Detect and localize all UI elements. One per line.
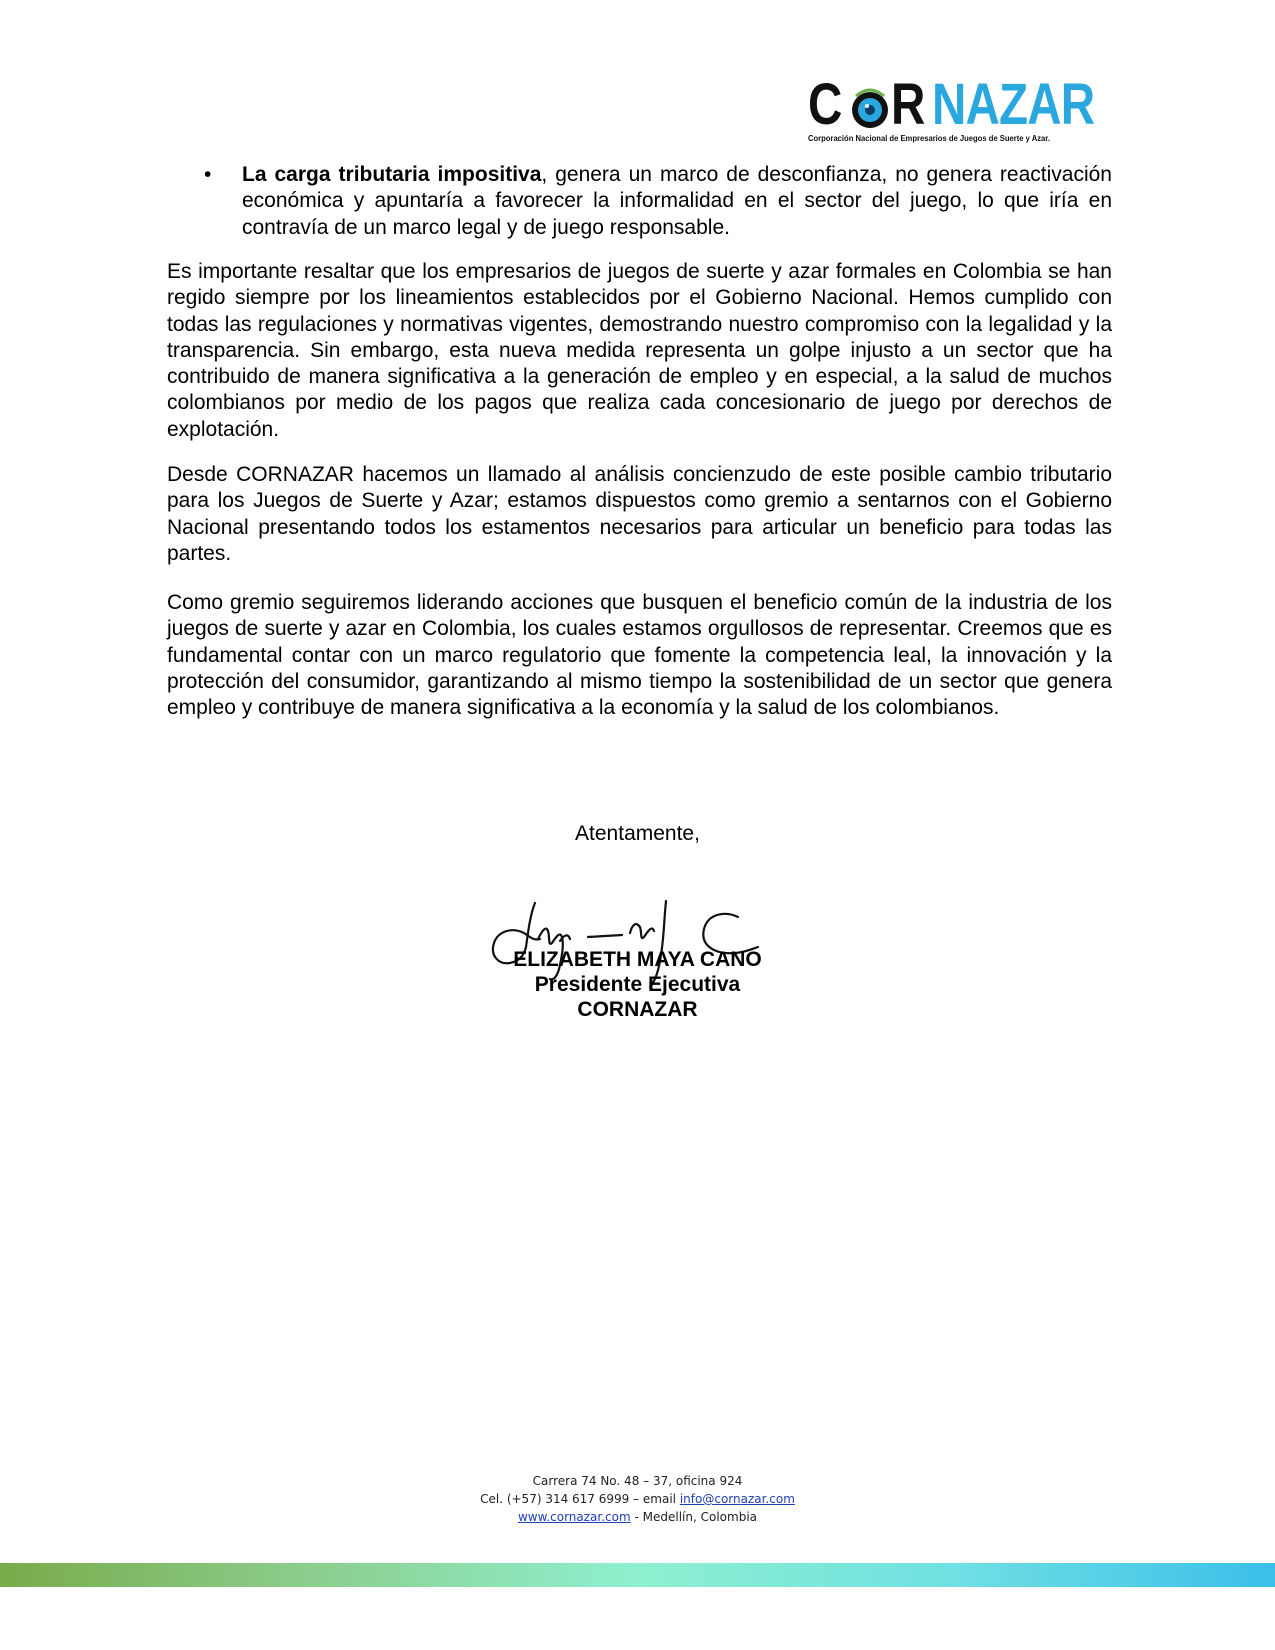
- footer-website-link[interactable]: www.cornazar.com: [517, 1510, 631, 1524]
- logo-wordmark: [808, 72, 1130, 137]
- cornazar-logo: [808, 72, 1095, 146]
- footer: [0, 1472, 1275, 1526]
- bullet-bold-lead: La carga tributaria impositiva: [242, 163, 542, 186]
- logo-letter-c: C: [808, 72, 842, 137]
- footer-web: [0, 1508, 1275, 1526]
- logo-letters-nazar: NAZAR: [931, 72, 1095, 137]
- logo-letter-r: R: [890, 72, 925, 137]
- bullet-rest: , genera un marco de desconfianza, no genera reactivación económica y apuntaría a favorecer la informalidad en el sector del juego, lo que iría en contravía de un marco legal y de juego responsable.: [242, 163, 1112, 239]
- signer-role: Presidente Ejecutiva: [534, 973, 741, 996]
- signer-organization: CORNAZAR: [577, 998, 698, 1021]
- footer-email-link[interactable]: info@cornazar.com: [679, 1492, 795, 1506]
- paragraph-3: Como gremio seguiremos liderando acciones que busquen el beneficio común de la industria de los juegos de suerte y azar en Colombia, los cuales estamos orgullosos de representar. Creemos que es fundamental contar con un marco regulatorio que fomente la competencia leal, la innovación y la protección del consumidor, garantizando al mismo tiempo la sostenibilidad de un sector que genera empleo y contribuye de manera significativa a la economía y la salud de los colombianos.: [167, 591, 1112, 720]
- footer-city: - Medellín, Colombia: [630, 1510, 758, 1524]
- signer-name: ELIZABETH MAYA CANO: [513, 948, 762, 971]
- footer-contact: [0, 1490, 1275, 1508]
- closing-salutation: Atentamente,: [575, 822, 700, 845]
- footer-gradient-bar: [0, 1563, 1275, 1587]
- logo-tagline: Corporación Nacional de Empresarios de Juegos de Suerte y Azar.: [808, 133, 1050, 143]
- eye-icon: [850, 82, 890, 134]
- paragraph-2: Desde CORNAZAR hacemos un llamado al análisis concienzudo de este posible cambio tributario para los Juegos de Suerte y Azar; estamos dispuestos como gremio a sentarnos con el Gobierno Nacional presentando todos los estamentos necesarios para articular un beneficio para todas las partes.: [167, 463, 1112, 565]
- footer-address: Carrera 74 No. 48 – 37, oficina 924: [532, 1474, 743, 1488]
- bullet-icon: •: [204, 163, 212, 186]
- paragraph-1: Es importante resaltar que los empresarios de juegos de suerte y azar formales en Colombia se han regido siempre por los lineamientos establecidos por el Gobierno Nacional. Hemos cumplido con todas las regulaciones y normativas vigentes, demostrando nuestro compromiso con la legalidad y la transparencia. Sin embargo, esta nueva medida representa un golpe injusto a un sector que ha contribuido de manera significativa a la generación de empleo y en especial, a la salud de muchos colombianos por medio de los pagos que realiza cada concesionario de juego por derechos de explotación.: [167, 260, 1112, 441]
- footer-phone: Cel. (+57) 314 617 6999 – email: [480, 1492, 680, 1506]
- bullet-text: [242, 162, 1112, 241]
